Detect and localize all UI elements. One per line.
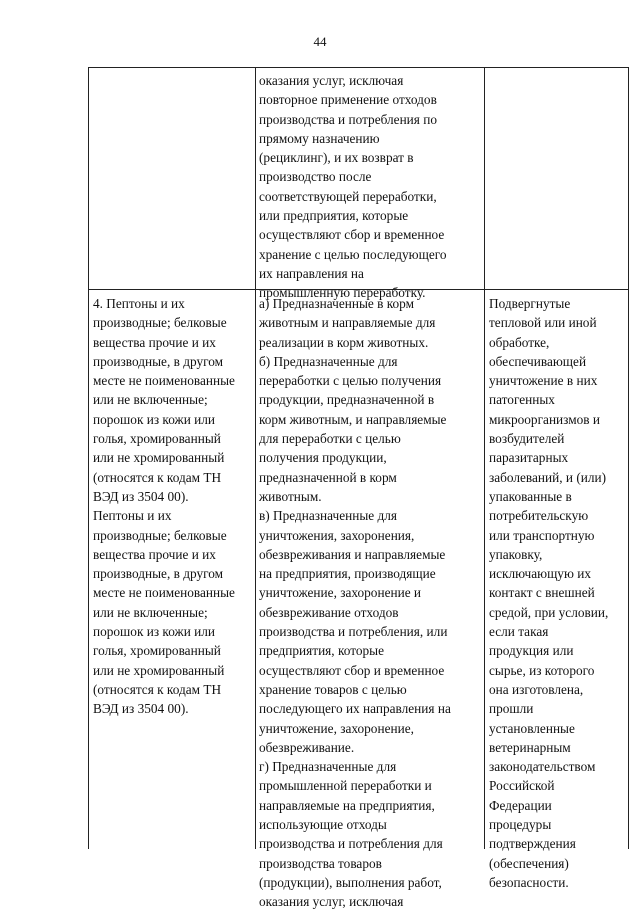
text-line: (относятся к кодам ТН [93, 681, 222, 697]
text-line: производные, в другом [93, 353, 224, 369]
text-line: порошок из кожи или [93, 624, 216, 640]
text-line: последующего их направления на [259, 701, 451, 717]
text-line: хранение товаров с целью [259, 681, 407, 697]
text-line: а) Предназначенные в корм [259, 296, 415, 311]
text-line: обеспечивающей [489, 353, 587, 369]
text-line: производства и потребления, или [259, 624, 448, 640]
text-line: их направления на [259, 265, 364, 281]
text-line: или не включенные; [93, 392, 208, 408]
text-line: производные; белковые [93, 315, 227, 331]
text-line: прошли [489, 701, 534, 717]
text-line: реализации в корм животных. [259, 334, 429, 350]
text-line: законодательством [489, 759, 596, 775]
text-line: промышленной переработки и [259, 778, 432, 794]
text-line: соответствующей переработки, [259, 188, 437, 204]
text-line: безопасности. [489, 874, 569, 890]
text-line: месте не поименованные [93, 585, 235, 601]
text-line: микроорганизмов и [489, 411, 601, 427]
text-line: производные, в другом [93, 566, 224, 582]
text-line: предприятия, которые [259, 643, 384, 659]
text-line: продукции, предназначенной в [259, 392, 435, 408]
text-line: или предприятия, которые [259, 208, 409, 224]
text-line: паразитарных [489, 450, 569, 466]
text-line: исключающую их [489, 566, 591, 582]
text-line: корм животным, и направляемые [259, 411, 447, 427]
text-line: голья, хромированный [93, 643, 221, 659]
text-line: 4. Пептоны и их [93, 296, 185, 311]
text-line: или не включенные; [93, 604, 208, 620]
table-border-right [628, 67, 629, 849]
text-line: оказания услуг, исключая [259, 73, 404, 88]
text-line: производства товаров [259, 855, 382, 871]
text-line: она изготовлена, [489, 681, 584, 697]
text-line: Пептоны и их [93, 508, 172, 524]
text-line: осуществляют сбор и временное [259, 662, 445, 678]
text-line: г) Предназначенные для [259, 759, 397, 775]
text-line: голья, хромированный [93, 431, 221, 447]
text-line: Российской [489, 778, 555, 794]
text-line: для переработки с целью [259, 431, 401, 447]
text-line: упакованные в [489, 488, 572, 504]
text-line: обработке, [489, 334, 550, 350]
text-line: на предприятия, производящие [259, 566, 436, 582]
text-line: производства и потребления по [259, 111, 438, 127]
text-line: б) Предназначенные для [259, 353, 398, 369]
text-line: подтверждения [489, 836, 576, 852]
text-line: если такая [489, 624, 549, 640]
text-line: хранение с целью последующего [259, 246, 447, 262]
text-line: животным и направляемые для [259, 315, 436, 331]
text-line: животным. [259, 488, 322, 504]
table-border-top [88, 67, 629, 68]
page-number: 44 [313, 34, 327, 49]
table-border-left [88, 67, 89, 849]
text-line: возбудителей [489, 431, 565, 447]
text-line: (рециклинг), и их возврат в [259, 150, 414, 166]
text-line: производные; белковые [93, 527, 227, 543]
text-line: ВЭД из 3504 00). [93, 701, 189, 717]
text-line: уничтожение, захоронение, [259, 720, 414, 736]
text-line: получения продукции, [259, 450, 387, 466]
purpose-conditions-cell [259, 294, 480, 912]
text-line: упаковку, [489, 546, 543, 562]
processing-requirements-cell [489, 294, 626, 892]
text-line: Подвергнутые [489, 296, 571, 311]
text-line: оказания услуг, исключая [259, 894, 404, 910]
regulation-table [88, 67, 629, 910]
text-line: ветеринарным [489, 739, 571, 755]
text-line: Федерации [489, 797, 552, 813]
text-line: ВЭД из 3504 00). [93, 488, 189, 504]
text-line: направляемые на предприятия, [259, 797, 435, 813]
text-line: процедуры [489, 817, 552, 833]
text-line: предназначенной в корм [259, 469, 397, 485]
text-line: прямому назначению [259, 130, 380, 146]
table-divider-col2 [484, 67, 485, 849]
text-line: заболеваний, и (или) [489, 469, 607, 485]
text-line: контакт с внешней [489, 585, 595, 601]
text-line: повторное применение отходов [259, 92, 437, 108]
text-line: или не хромированный [93, 450, 225, 466]
text-line: в) Предназначенные для [259, 508, 398, 524]
text-line: или не хромированный [93, 662, 225, 678]
text-line: установленные [489, 720, 575, 736]
text-line: патогенных [489, 392, 555, 408]
text-line: обезвреживание. [259, 739, 355, 755]
text-line: осуществляют сбор и временное [259, 227, 445, 243]
text-line: обезвреживание отходов [259, 604, 399, 620]
text-line: сырье, из которого [489, 662, 595, 678]
text-line: тепловой или иной [489, 315, 597, 331]
text-line: продукция или [489, 643, 574, 659]
text-line: или транспортную [489, 527, 595, 543]
text-line: потребительскую [489, 508, 589, 524]
text-line: производство после [259, 169, 372, 185]
top-row-col2-text [259, 71, 479, 303]
text-line: вещества прочие и их [93, 546, 216, 562]
text-line: вещества прочие и их [93, 334, 216, 350]
text-line: (обеспечения) [489, 855, 569, 871]
text-line: средой, при условии, [489, 604, 609, 620]
text-line: (относятся к кодам ТН [93, 469, 222, 485]
text-line: порошок из кожи или [93, 411, 216, 427]
text-line: использующие отходы [259, 817, 387, 833]
text-line: (продукции), выполнения работ, [259, 874, 442, 890]
text-line: месте не поименованные [93, 373, 235, 389]
text-line: промышленную переработку. [259, 285, 426, 301]
text-line: уничтожение в них [489, 373, 598, 389]
product-description-cell [93, 294, 252, 719]
text-line: уничтожения, захоронения, [259, 527, 415, 543]
text-line: переработки с целью получения [259, 373, 442, 389]
text-line: уничтожение, захоронение и [259, 585, 422, 601]
table-divider-col1 [255, 67, 256, 849]
text-line: обезвреживания и направляемые [259, 546, 446, 562]
text-line: производства и потребления для [259, 836, 443, 852]
